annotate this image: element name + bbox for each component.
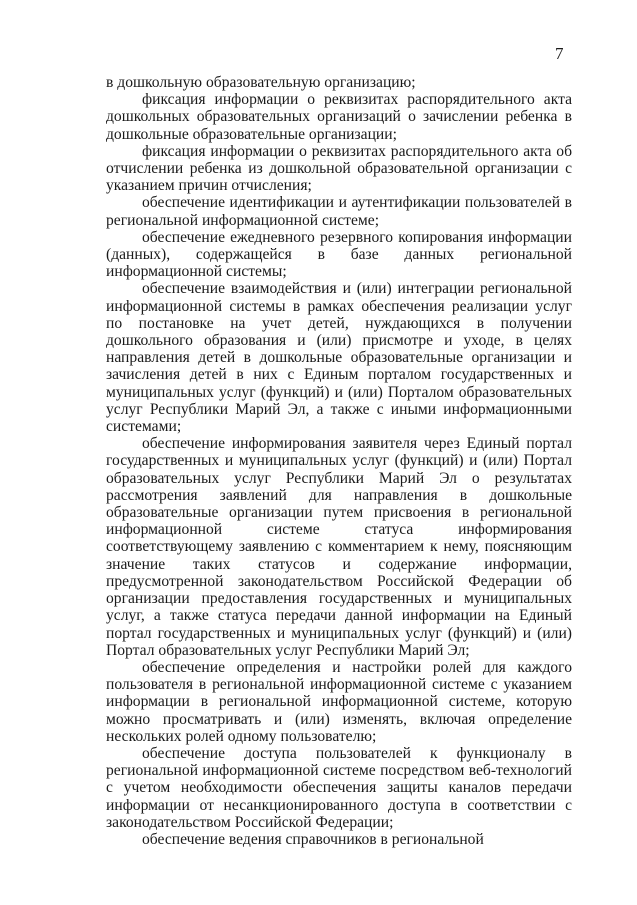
paragraph: обеспечение ежедневного резервного копирования информации (данных), содержащейся в базе данных региональной информационной системы; xyxy=(106,228,572,281)
document-body xyxy=(106,74,572,848)
paragraph-continuation: в дошкольную образовательную организацию; xyxy=(106,74,416,91)
paragraph: обеспечение идентификации и аутентификации пользователей в региональной информационной системе; xyxy=(106,194,572,229)
paragraph: обеспечение информирования заявителя через Единый портал государственных и муниципальных услуг (функций) и (или) Портал образовательных услуг Республики Марий Эл о результатах рассмотрения заявлений для направления в дошкольные образовательные организации путем присвоения в региональной информационной системе статуса информирования соответствующему заявлению с комментарием к нему, поясняющим значение таких статусов и содержание информации, предусмотренной законодательством Российской Федерации об организации предоставления государственных и муниципальных услуг, а также статуса передачи данной информации на Единый портал государственных и муниципальных услуг (функций) и (или) Портал образовательных услуг Республики Марий Эл; xyxy=(106,435,572,659)
paragraph-continued: обеспечение ведения справочников в региональной xyxy=(142,830,484,848)
paragraph: обеспечение взаимодействия и (или) интеграции региональной информационной системы в рамках обеспечения реализации услуг по постановке на учет детей, нуждающихся в получении дошкольного образования и (или) присмотре и уходе, в целях направления детей в дошкольные образовательные организации и зачисления детей в них с Единым порталом государственных и муниципальных услуг (функций) и (или) Порталом образовательных услуг Республики Марий Эл, а также с иными информационными системами; xyxy=(106,280,572,436)
paragraph: обеспечение определения и настройки ролей для каждого пользователя в региональной информационной системе с указанием информации в региональной информационной системе, которую можно просматривать и (или) изменять, включая определение нескольких ролей одному пользователю; xyxy=(106,658,572,745)
paragraph: фиксация информации о реквизитах распорядительного акта об отчислении ребенка из дошкольной образовательной организации с указанием причин отчисления; xyxy=(106,142,572,195)
paragraph: фиксация информации о реквизитах распорядительного акта дошкольных образовательных организаций о зачислении ребенка в дошкольные образовательные организации; xyxy=(106,91,572,143)
page-number: 7 xyxy=(555,44,564,63)
paragraph: обеспечение доступа пользователей к функционалу в региональной информационной системе посредством веб-технологий с учетом необходимости обеспечения защиты каналов передачи информации от несанкционированного доступа в соответствии с законодательством Российской Федерации; xyxy=(106,744,572,831)
